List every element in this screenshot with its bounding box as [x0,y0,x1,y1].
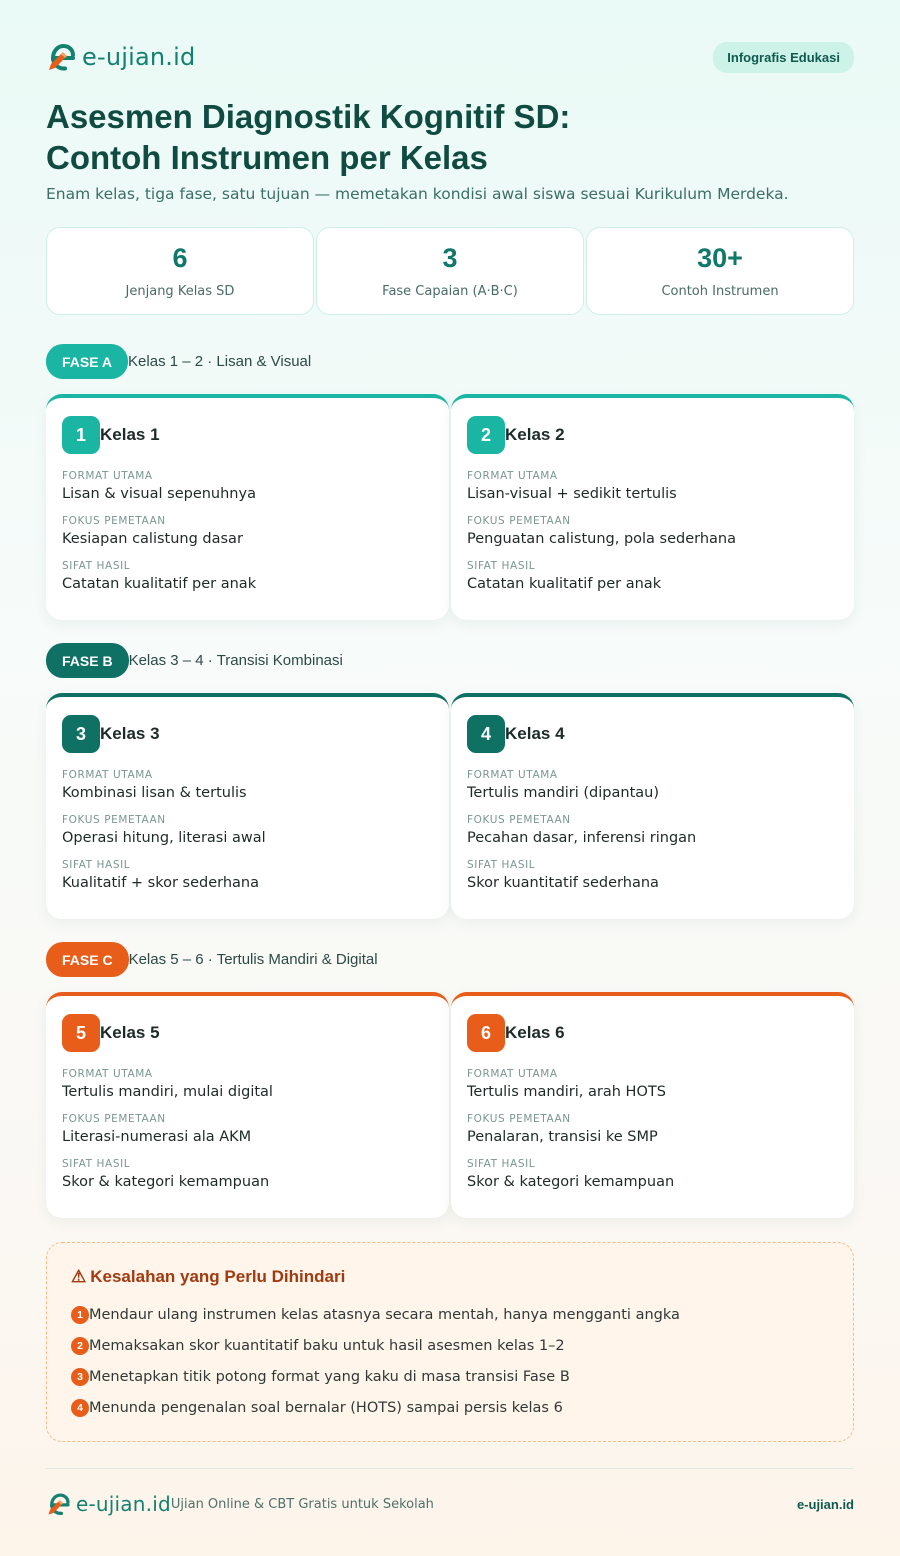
format-value: Tertulis mandiri, mulai digital [62,1084,273,1100]
brand-name: e-ujian.id [82,43,196,71]
fase-badge: FASE B [46,643,129,678]
stat-value: 3 [442,243,458,273]
kelas-card [451,693,854,919]
page-title [46,96,854,178]
kelas-number-badge: 1 [62,416,100,454]
fase-description: Kelas 5 – 6 · Tertulis Mandiri & Digital [128,951,378,968]
field-label: FORMAT UTAMA [467,1068,558,1080]
footer-logo[interactable] [46,1491,171,1517]
list-item [71,1398,829,1418]
format-value: Tertulis mandiri, arah HOTS [467,1084,666,1100]
fase-badge: FASE A [46,344,128,379]
list-item [71,1305,829,1325]
fokus-value: Literasi-numerasi ala AKM [62,1129,252,1145]
field-label: FORMAT UTAMA [62,470,153,482]
fase-a-header [46,344,311,379]
kelas-card [451,394,854,620]
footer [46,1488,854,1520]
header [46,40,854,74]
list-item-text: Menunda pengenalan soal bernalar (HOTS) sampai persis kelas 6 [89,1400,563,1416]
sifat-value: Skor & kategori kemampuan [467,1174,675,1190]
fase-badge: FASE C [46,942,129,977]
kelas-number-badge: 2 [467,416,505,454]
fase-c-cards [46,992,854,1218]
field-label: FOKUS PEMETAAN [467,515,571,527]
warning-title-text: Kesalahan yang Perlu Dihindari [90,1267,346,1286]
list-item-text: Memaksakan skor kuantitatif baku untuk hasil asesmen kelas 1–2 [89,1338,565,1354]
sifat-value: Skor kuantitatif sederhana [467,875,659,891]
field-label: SIFAT HASIL [62,560,131,572]
infographic-tag: Infografis Edukasi [713,42,854,73]
field-label: SIFAT HASIL [467,560,536,572]
field-label: FORMAT UTAMA [467,769,558,781]
kelas-title: Kelas 6 [505,1023,565,1042]
fokus-value: Operasi hitung, literasi awal [62,830,266,846]
field-label: SIFAT HASIL [467,1158,536,1170]
field-label: FOKUS PEMETAAN [467,814,571,826]
list-number-badge: 1 [71,1306,89,1324]
fase-b-header [46,643,343,678]
warning-box [46,1242,854,1442]
field-label: FORMAT UTAMA [62,1068,153,1080]
kelas-card [46,992,449,1218]
format-value: Kombinasi lisan & tertulis [62,785,247,801]
kelas-number-badge: 3 [62,715,100,753]
stat-label: Fase Capaian (A·B·C) [382,284,518,299]
warning-title [71,1267,829,1287]
kelas-title: Kelas 1 [100,425,160,444]
kelas-number-badge: 5 [62,1014,100,1052]
format-value: Lisan & visual sepenuhnya [62,486,256,502]
list-item [71,1367,829,1387]
stats-row [46,227,854,315]
title-line-1: Asesmen Diagnostik Kognitif SD: [46,98,571,135]
fase-description: Kelas 1 – 2 · Lisan & Visual [128,353,312,370]
kelas-card [46,394,449,620]
kelas-title: Kelas 4 [505,724,565,743]
field-label: FOKUS PEMETAAN [62,515,166,527]
stat-card [46,227,314,315]
kelas-card [46,693,449,919]
stat-card [586,227,854,315]
list-number-badge: 3 [71,1368,89,1386]
kelas-card [451,992,854,1218]
field-label: FORMAT UTAMA [62,769,153,781]
e-pen-logo-icon [46,41,78,73]
fase-description: Kelas 3 – 4 · Transisi Kombinasi [128,652,343,669]
kelas-number-badge: 4 [467,715,505,753]
footer-divider [46,1468,854,1469]
list-number-badge: 2 [71,1337,89,1355]
fokus-value: Penalaran, transisi ke SMP [467,1129,658,1145]
title-line-2: Contoh Instrumen per Kelas [46,139,488,176]
fase-a-cards [46,394,854,620]
fokus-value: Pecahan dasar, inferensi ringan [467,830,697,846]
kelas-title: Kelas 3 [100,724,160,743]
field-label: SIFAT HASIL [62,1158,131,1170]
kelas-number-badge: 6 [467,1014,505,1052]
stat-label: Contoh Instrumen [661,284,779,299]
stat-card [316,227,584,315]
field-label: SIFAT HASIL [467,859,536,871]
fokus-value: Penguatan calistung, pola sederhana [467,531,737,547]
warning-icon: ⚠ [71,1267,87,1286]
stat-value: 30+ [697,243,743,273]
e-pen-logo-icon [46,1491,72,1517]
field-label: FOKUS PEMETAAN [62,814,166,826]
sifat-value: Skor & kategori kemampuan [62,1174,270,1190]
page-subtitle: Enam kelas, tiga fase, satu tujuan — memetakan kondisi awal siswa sesuai Kurikulum Merdeka. [46,185,789,203]
sifat-value: Catatan kualitatif per anak [467,576,662,592]
list-item [71,1336,829,1356]
format-value: Tertulis mandiri (dipantau) [467,785,659,801]
field-label: FOKUS PEMETAAN [467,1113,571,1125]
sifat-value: Kualitatif + skor sederhana [62,875,260,891]
footer-url-link[interactable]: e-ujian.id [796,1496,854,1512]
field-label: FORMAT UTAMA [467,470,558,482]
sifat-value: Catatan kualitatif per anak [62,576,257,592]
format-value: Lisan-visual + sedikit tertulis [467,486,677,502]
fokus-value: Kesiapan calistung dasar [62,531,243,547]
footer-brand-name: e-ujian.id [76,1492,171,1516]
fase-c-header [46,942,378,977]
field-label: FOKUS PEMETAAN [62,1113,166,1125]
list-item-text: Mendaur ulang instrumen kelas atasnya secara mentah, hanya mengganti angka [89,1307,680,1323]
kelas-title: Kelas 5 [100,1023,160,1042]
stat-value: 6 [172,243,188,273]
list-number-badge: 4 [71,1399,89,1417]
kelas-title: Kelas 2 [505,425,565,444]
field-label: SIFAT HASIL [62,859,131,871]
stat-label: Jenjang Kelas SD [125,284,235,299]
fase-b-cards [46,693,854,919]
footer-tagline: Ujian Online & CBT Gratis untuk Sekolah [170,1496,434,1512]
brand-logo[interactable] [46,41,195,73]
list-item-text: Menetapkan titik potong format yang kaku di masa transisi Fase B [89,1369,570,1385]
